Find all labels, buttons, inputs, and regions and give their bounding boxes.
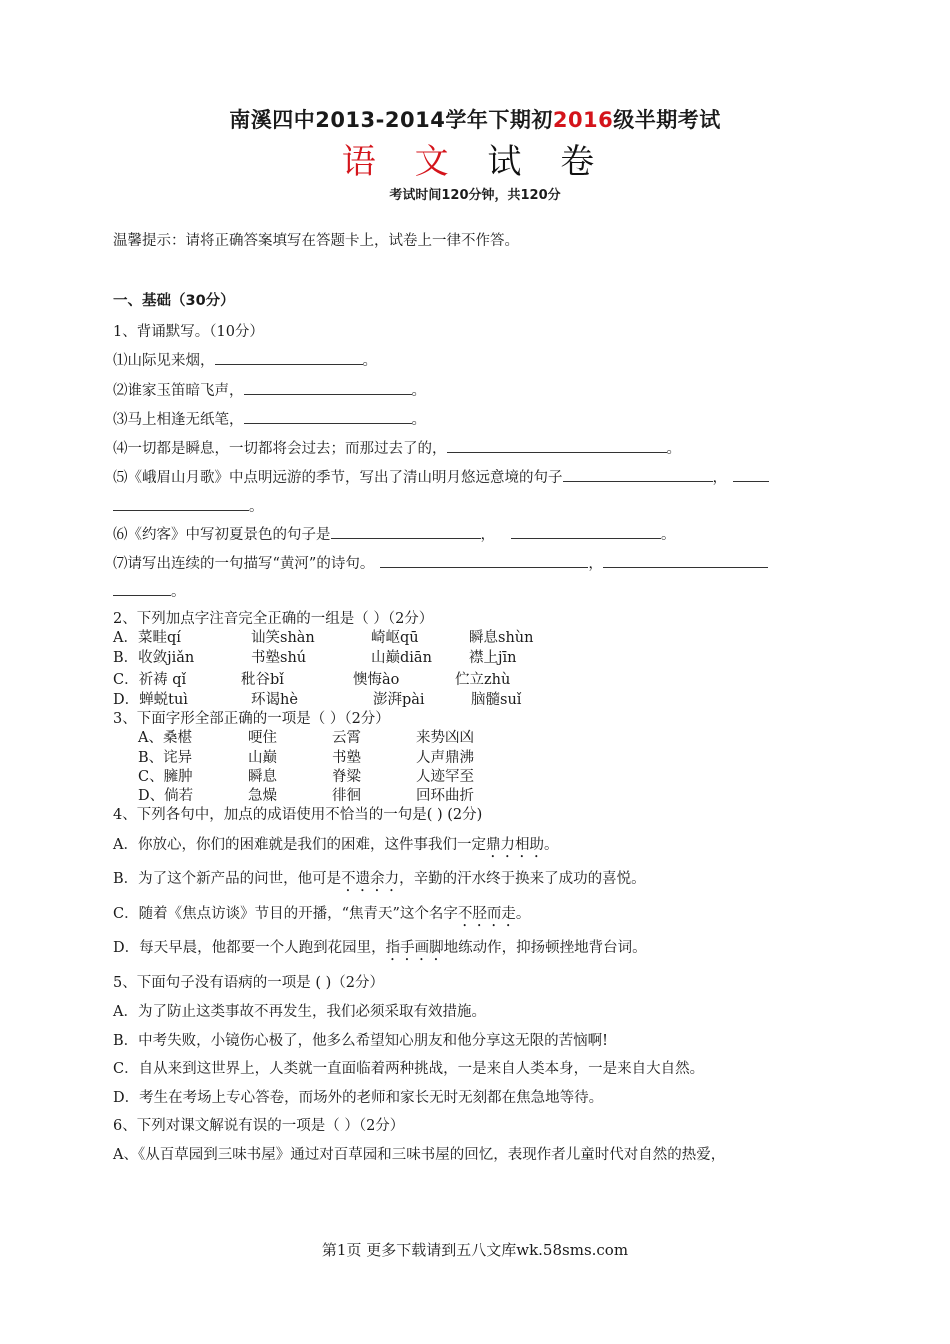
- exam-title: [0, 104, 950, 134]
- title-exam: 级半期考试: [613, 108, 721, 132]
- answer-blank: [113, 581, 171, 596]
- q1-stem: 1、背诵默写。（10分）: [113, 324, 264, 340]
- q1-item-7: ⑺请写出连续的一句描写“黄河”的诗句。 ，: [113, 552, 768, 573]
- q5-option-b: B．中考失败，小镜伤心极了，他多么希望知心朋友和他分享这无限的苦恼啊!: [113, 1033, 608, 1049]
- q4-option-b: B．为了这个新产品的问世，他可是不遗余力，辛勤的汗水终于换来了成功的喜悦。: [113, 871, 646, 887]
- section-heading: 一、基础（30分）: [113, 293, 235, 309]
- q3-option-d: D、倘若 急燥 徘徊 回环曲折: [138, 788, 474, 804]
- answer-blank: [244, 380, 412, 395]
- dotted-idiom: 不胫而走: [457, 906, 516, 922]
- answer-blank: [447, 438, 667, 453]
- q4-option-c: C．随着《焦点访谈》节目的开播，“焦青天”这个名字不胫而走。: [113, 906, 531, 922]
- answer-blank: [331, 524, 481, 539]
- answer-blank: [563, 467, 713, 482]
- q1-item-2: ⑵谁家玉笛暗飞声， 。: [113, 379, 426, 400]
- q4-option-a: A．你放心，你们的困难就是我们的困难，这件事我们一定鼎力相助。: [113, 837, 559, 853]
- q3-stem: 3、下面字形全部正确的一项是（ ）（2分）: [113, 711, 390, 727]
- q6-option-a: A、《从百草园到三味书屋》通过对百草园和三味书屋的回忆，表现作者儿童时代对自然的热爱，: [113, 1147, 726, 1163]
- q3-option-c: C、臃肿 瞬息 脊粱 人迹罕至: [138, 769, 474, 785]
- answer-blank: [603, 553, 768, 568]
- q1-item-5: ⑸《峨眉山月歌》中点明远游的季节，写出了清山明月悠远意境的句子 ，: [113, 466, 769, 487]
- q3-option-a: A、桑椹 哽住 云霄 来势凶凶: [138, 730, 474, 746]
- q5-option-c: C．自从来到这世界上，人类就一直面临着两种挑战，一是来自人类本身，一是来自大自然。: [113, 1061, 705, 1077]
- q2-option-b: B．收敛jiǎn 书塾shú 山巅diān 襟上jīn: [113, 650, 517, 666]
- exam-time-note: 考试时间120分钟，共120分: [389, 188, 561, 203]
- q1-item-5-cont: 。: [113, 495, 264, 516]
- title-year: 2016: [552, 108, 614, 132]
- q2-option-d: D．蝉蜕tuì 环谒hè 澎湃pài 脑髓suǐ: [113, 692, 522, 708]
- title-school: 南溪四中2013-2014学年下期初: [229, 108, 553, 132]
- dotted-idiom: 不遗余力: [341, 871, 400, 887]
- q5-option-d: D．考生在考场上专心答卷，而场外的老师和家长无时无刻都在焦急地等待。: [113, 1090, 604, 1106]
- answer-blank: [511, 524, 661, 539]
- answer-blank: [733, 467, 769, 482]
- q5-stem: 5、下面句子没有语病的一项是 ( )（2分）: [113, 975, 384, 991]
- answer-blank: [215, 350, 363, 365]
- answer-blank: [244, 409, 412, 424]
- q2-stem: 2、下列加点字注音完全正确的一组是（ ）（2分）: [113, 611, 434, 627]
- page-footer: 第1页 更多下载请到五八文库wk.58sms.com: [321, 1241, 629, 1259]
- q1-item-7-cont: 。: [113, 580, 186, 601]
- q3-option-b: B、诧异 山巅 书塾 人声鼎沸: [138, 750, 474, 766]
- dotted-idiom: 鼎力相助: [485, 837, 544, 853]
- q1-item-1: ⑴山际见来烟， 。: [113, 349, 377, 370]
- dotted-idiom: 指手画脚: [385, 940, 444, 956]
- q1-item-4: ⑷一切都是瞬息，一切都将会过去；而那过去了的， 。: [113, 437, 681, 458]
- q4-option-d: D．每天早晨，他都要一个人跑到花园里，指手画脚地练动作，抑扬顿挫地背台词。: [113, 940, 647, 956]
- q2-option-a: A．菜畦qí 讪笑shàn 崎岖qū 瞬息shùn: [113, 630, 534, 646]
- q1-item-6: ⑹《约客》中写初夏景色的句子是 ， 。: [113, 523, 676, 544]
- subject-red: 语 文: [341, 142, 463, 182]
- tip-line: 温馨提示：请将正确答案填写在答题卡上，试卷上一律不作答。: [113, 233, 519, 249]
- q1-item-3: ⑶马上相逢无纸笔， 。: [113, 408, 426, 429]
- q2-option-c: C．祈祷 qǐ 秕谷bǐ 懊悔ào 伫立zhù: [113, 672, 511, 688]
- q5-option-a: A．为了防止这类事故不再发生，我们必须采取有效措施。: [113, 1004, 486, 1020]
- answer-blank: [113, 496, 249, 511]
- subject-black: 试 卷: [487, 142, 609, 182]
- subject-heading: [0, 134, 950, 183]
- answer-blank: [380, 553, 588, 568]
- q6-stem: 6、下列对课文解说有误的一项是（ ）（2分）: [113, 1118, 405, 1134]
- q4-stem: 4、下列各句中，加点的成语使用不恰当的一句是( ) (2分): [113, 807, 483, 823]
